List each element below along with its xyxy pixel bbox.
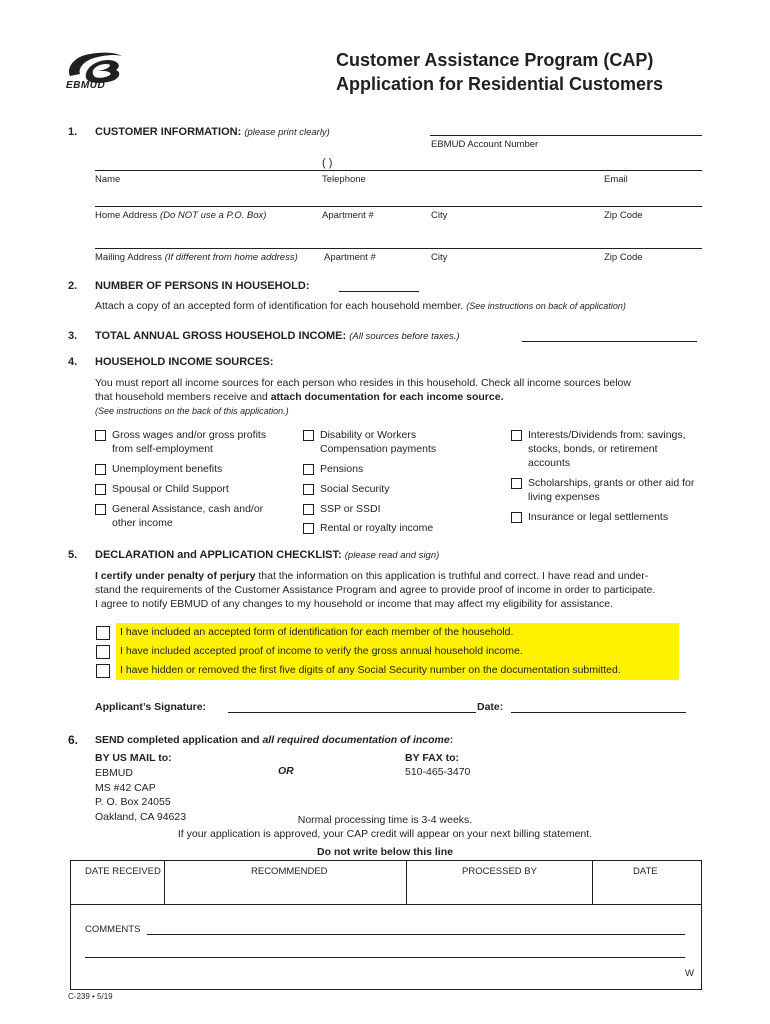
name-label: Name	[95, 174, 121, 185]
checklist-item-ssn: I have hidden or removed the first five digits of any Social Security number on the documentation submitted.	[120, 664, 621, 676]
section3-heading-note: (All sources before taxes.)	[349, 331, 460, 342]
city-label: City	[431, 210, 448, 221]
section4-text-line2-a: that household members receive and	[95, 391, 271, 403]
col-processed-by: PROCESSED BY	[462, 866, 537, 877]
account-number-label: EBMUD Account Number	[431, 139, 539, 150]
form-code: C-239 • 5/19	[68, 992, 113, 1001]
mailing-address-note: (If different from home address)	[164, 252, 298, 263]
checkbox-icon[interactable]	[95, 464, 106, 475]
signature-label: Applicant’s Signature:	[95, 701, 207, 713]
option-label: Disability or Workers Compensation payments	[320, 429, 437, 455]
email-label: Email	[604, 174, 628, 185]
section1-heading-note: (please print clearly)	[244, 127, 330, 138]
cert-line3: I agree to notify EBMUD of any changes to my household or income that may affect my eligibility for assistance.	[95, 598, 614, 610]
option-label: Pensions	[320, 463, 364, 475]
logo-text: EBMUD	[66, 80, 106, 91]
option-label: Rental or royalty income	[320, 522, 434, 534]
comments-field[interactable]	[147, 934, 685, 935]
cert-bold: I certify under penalty of perjury	[95, 570, 256, 582]
option-label: SSP or SSDI	[320, 503, 381, 515]
checkbox-icon[interactable]	[95, 504, 106, 515]
table-col-divider	[592, 860, 593, 904]
processing-time: Normal processing time is 3-4 weeks.	[297, 814, 473, 826]
section1-heading	[95, 126, 330, 138]
income-option-wages[interactable]	[95, 428, 270, 456]
col-recommended: RECOMMENDED	[251, 866, 328, 877]
option-label: Gross wages and/or gross profits from self-employment	[112, 429, 267, 455]
section6-heading-a: SEND completed application and	[95, 734, 263, 746]
section6-heading-b: all required documentation of income	[262, 734, 450, 746]
section5-heading	[95, 549, 439, 561]
income-option-disability[interactable]	[303, 428, 463, 456]
section3-number: 3.	[68, 330, 78, 342]
telephone-area-code: ( )	[322, 157, 333, 169]
section2-heading: NUMBER OF PERSONS IN HOUSEHOLD:	[95, 280, 310, 292]
checkbox-icon[interactable]	[303, 464, 314, 475]
checkbox-icon[interactable]	[511, 512, 522, 523]
income-option-interests[interactable]	[511, 428, 686, 470]
section5-heading-text: DECLARATION and APPLICATION CHECKLIST:	[95, 549, 342, 561]
section5-heading-note: (please read and sign)	[344, 550, 440, 561]
section1-heading-text: CUSTOMER INFORMATION:	[95, 126, 242, 138]
home-address-label	[95, 210, 266, 221]
income-option-scholarships[interactable]	[511, 476, 696, 504]
col-date: DATE	[633, 866, 658, 877]
section6-number: 6.	[68, 733, 79, 747]
income-option-pensions[interactable]	[303, 462, 478, 476]
option-label: Interests/Dividends from: savings, stocks, bonds, or retirement accounts	[528, 429, 686, 469]
mail-line: EBMUD	[95, 767, 133, 779]
option-label: Spousal or Child Support	[112, 483, 229, 495]
checkbox-icon[interactable]	[303, 523, 314, 534]
section4-text	[95, 376, 715, 418]
col-date-received: DATE RECEIVED	[85, 866, 161, 877]
mailing-zip-label: Zip Code	[604, 252, 643, 263]
section2-text-main: Attach a copy of an accepted form of identification for each household member.	[95, 300, 464, 312]
income-option-unemployment[interactable]	[95, 462, 270, 476]
date-field[interactable]	[511, 712, 686, 713]
approval-note: If your application is approved, your CAP credit will appear on your next billing statement.	[177, 828, 593, 840]
comments-field-line2[interactable]	[85, 957, 685, 958]
mailing-apartment-label: Apartment #	[324, 252, 376, 263]
section6-heading	[95, 734, 453, 746]
checklist-checkbox-income-icon[interactable]	[96, 645, 110, 659]
date-label: Date:	[477, 701, 504, 713]
form-title-line1: Customer Assistance Program (CAP)	[336, 50, 654, 70]
income-option-support[interactable]	[95, 482, 270, 496]
section4-number: 4.	[68, 356, 78, 368]
section4-text-line2-b: attach documentation for each income source.	[270, 391, 504, 403]
table-col-divider	[164, 860, 165, 904]
income-option-insurance[interactable]	[511, 510, 696, 524]
section4-text-line2	[95, 390, 715, 404]
section4-heading: HOUSEHOLD INCOME SOURCES:	[95, 356, 274, 368]
home-address-label-text: Home Address	[95, 210, 158, 221]
mailing-address-label	[95, 252, 298, 263]
checkbox-icon[interactable]	[95, 484, 106, 495]
income-option-rental[interactable]	[303, 521, 478, 535]
cert-line2: stand the requirements of the Customer Assistance Program and agree to provide proof of income in order to participate.	[95, 584, 656, 596]
account-number-field[interactable]	[430, 135, 702, 136]
section4-text-line1: You must report all income sources for each person who resides in this household. Check all income sources below	[95, 377, 631, 389]
checkbox-icon[interactable]	[303, 430, 314, 441]
section5-number: 5.	[68, 549, 78, 561]
section3-heading	[95, 330, 460, 342]
annual-income-field[interactable]	[522, 341, 697, 342]
table-row-divider	[70, 904, 702, 905]
section1-number: 1.	[68, 126, 78, 138]
corner-mark: W	[685, 968, 694, 979]
checkbox-icon[interactable]	[95, 430, 106, 441]
section2-text	[95, 299, 715, 313]
mail-line: P. O. Box 24055	[95, 796, 171, 808]
checkbox-icon[interactable]	[303, 504, 314, 515]
section4-note: (See instructions on the back of this application.)	[95, 406, 289, 416]
comments-label: COMMENTS	[85, 924, 141, 935]
option-label: General Assistance, cash and/or other income	[112, 503, 264, 529]
home-address-note: (Do NOT use a P.O. Box)	[159, 210, 267, 221]
section2-text-note: (See instructions on back of application)	[466, 301, 626, 311]
income-option-general-assistance[interactable]	[95, 502, 270, 530]
household-size-field[interactable]	[339, 291, 419, 292]
certification-text	[95, 569, 710, 611]
option-label: Unemployment benefits	[112, 463, 223, 475]
table-col-divider	[406, 860, 407, 904]
checklist-checkbox-id-icon[interactable]	[96, 626, 110, 640]
section3-heading-text: TOTAL ANNUAL GROSS HOUSEHOLD INCOME:	[95, 330, 347, 342]
checkbox-icon[interactable]	[511, 478, 522, 489]
do-not-write-note: Do not write below this line	[317, 846, 453, 858]
checklist-item-id: I have included an accepted form of identification for each member of the household.	[120, 626, 514, 638]
checkbox-icon[interactable]	[511, 430, 522, 441]
or-label: OR	[278, 765, 294, 777]
mail-label: BY US MAIL to:	[95, 752, 172, 764]
cert-line1-text: that the information on this application is truthful and correct. I have read and under-	[255, 570, 649, 582]
cert-line1	[95, 569, 710, 583]
section6-heading-c: :	[449, 734, 454, 746]
mail-line: MS #42 CAP	[95, 781, 156, 794]
mailing-address-field[interactable]	[95, 248, 702, 249]
income-option-ssp-ssdi[interactable]	[303, 502, 478, 516]
form-title-line2: Application for Residential Customers	[336, 74, 664, 94]
mailing-city-label: City	[431, 252, 448, 263]
option-label: Scholarships, grants or other aid for living expenses	[528, 477, 695, 503]
mailing-address-label-text: Mailing Address	[95, 252, 163, 263]
telephone-label: Telephone	[322, 174, 366, 185]
zip-label: Zip Code	[604, 210, 643, 221]
home-address-field[interactable]	[95, 206, 702, 207]
income-option-social-security[interactable]	[303, 482, 478, 496]
mail-line: Oakland, CA 94623	[95, 810, 187, 823]
checklist-checkbox-ssn-icon[interactable]	[96, 664, 110, 678]
option-label: Social Security	[320, 483, 390, 495]
name-phone-email-field[interactable]	[95, 170, 702, 171]
signature-field[interactable]	[228, 712, 476, 713]
fax-label: BY FAX to:	[405, 752, 460, 764]
checklist-item-income: I have included accepted proof of income to verify the gross annual household income.	[120, 645, 523, 657]
apartment-label: Apartment #	[322, 210, 374, 221]
checkbox-icon[interactable]	[303, 484, 314, 495]
fax-number: 510-465-3470	[405, 766, 471, 778]
option-label: Insurance or legal settlements	[528, 511, 669, 523]
section2-number: 2.	[68, 280, 78, 292]
